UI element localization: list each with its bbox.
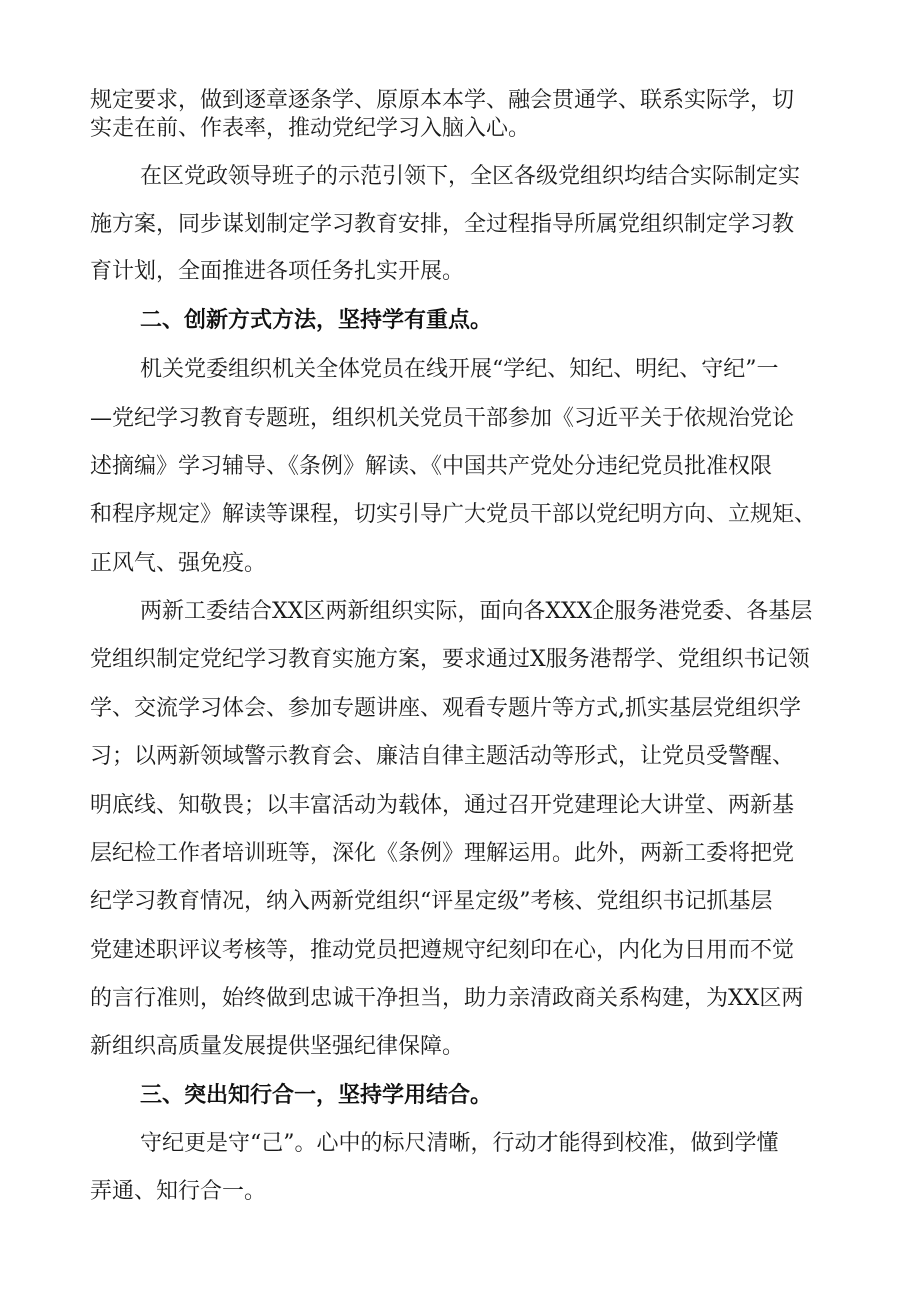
section-heading-3: 三、突出知行合一，坚持学用结合。: [140, 1083, 493, 1108]
paragraph-line: 守纪更是守“己”。心中的标尺清晰，行动才能得到校准，做到学懂: [140, 1131, 779, 1156]
paragraph-line: —党纪学习教育专题班，组织机关党员干部参加《习近平关于依规治党论: [90, 406, 795, 431]
paragraph-line: 层纪检工作者培训班等，深化《条例》理解运用。此外，两新工委将把党: [90, 841, 795, 866]
paragraph-line: 规定要求，做到逐章逐条学、原原本本学、融会贯通学、联系实际学，切: [90, 88, 795, 113]
paragraph-line: 两新工委结合XX区两新组织实际，面向各XXX企服务港党委、各基层: [140, 599, 813, 624]
paragraph-line: 弄通、知行合一。: [90, 1179, 267, 1204]
paragraph-line: 育计划，全面推进各项任务扎实开展。: [90, 259, 465, 284]
paragraph-line: 的言行准则，始终做到忠诚干净担当，助力亲清政商关系构建，为XX区两: [90, 986, 804, 1011]
paragraph-line: 实走在前、作表率，推动党纪学习入脑入心。: [90, 116, 531, 141]
paragraph-line: 明底线、知敬畏；以丰富活动为载体，通过召开党建理论大讲堂、两新基: [90, 793, 795, 818]
paragraph-line: 在区党政领导班子的示范引领下，全区各级党组织均结合实际制定实: [140, 164, 801, 189]
paragraph-line: 施方案，同步谋划制定学习教育安排，全过程指导所属党组织制定学习教: [90, 212, 795, 237]
paragraph-line: 正风气、强免疫。: [90, 551, 267, 576]
paragraph-line: 党组织制定党纪学习教育实施方案，要求通过X服务港帮学、党组织书记领: [90, 647, 810, 672]
paragraph-line: 和程序规定》解读等课程，切实引导广大党员干部以党纪明方向、立规矩、: [90, 502, 817, 527]
paragraph-line: 习；以两新领域警示教育会、廉洁自律主题活动等形式，让党员受警醒、: [90, 744, 795, 769]
paragraph-line: 纪学习教育情况，纳入两新党组织“评星定级”考核、党组织书记抓基层: [90, 889, 773, 914]
section-heading-2: 二、创新方式方法，坚持学有重点。: [140, 308, 493, 333]
paragraph-line: 新组织高质量发展提供坚强纪律保障。: [90, 1034, 465, 1059]
paragraph-line: 党建述职评议考核等，推动党员把遵规守纪刻印在心，内化为日用而不觉: [90, 938, 795, 963]
paragraph-line: 述摘编》学习辅导、《条例》解读、《中国共产党处分违纪党员批准权限: [90, 454, 773, 479]
paragraph-line: 学、交流学习体会、参加专题讲座、观看专题片等方式,抓实基层党组织学: [90, 696, 801, 721]
paragraph-line: 机关党委组织机关全体党员在线开展“学纪、知纪、明纪、守纪”一: [140, 357, 779, 382]
